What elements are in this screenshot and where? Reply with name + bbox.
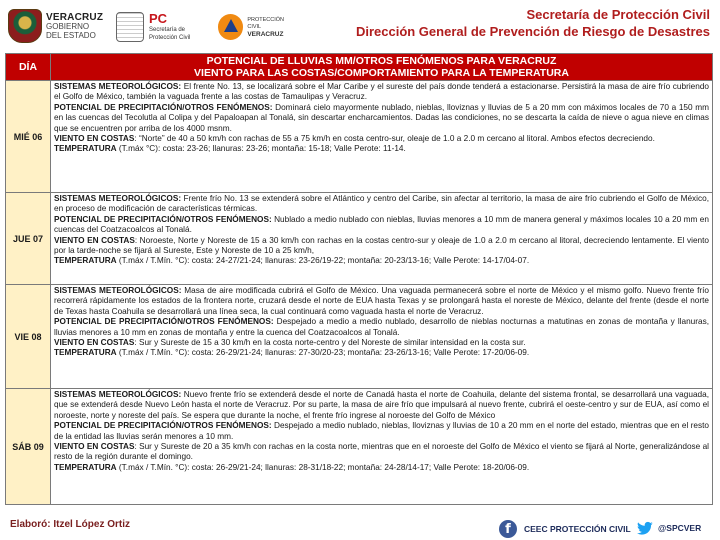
forecast-header-line1: POTENCIAL DE LLUVIAS MM/OTROS FENÓMENOS PARA VERACRUZ — [206, 55, 557, 67]
potencial-label: POTENCIAL DE PRECIPITACIÓN/OTROS FENÓMENOS: — [54, 421, 272, 431]
sistemas-text: El frente No. 13, se localizará sobre el Mar Caribe y el sureste del país donde tenderá a estacionarse. Persistirá la masa de aire frío cubriendo el Golfo de México, también la vaguada frente a las costas de Tamaulipas y Veracruz. — [54, 82, 710, 102]
sistemas-paragraph — [54, 390, 709, 421]
potencial-label: POTENCIAL DE PRECIPITACIÓN/OTROS FENÓMENOS: — [54, 214, 272, 224]
temp-label: TEMPERATURA — [54, 348, 117, 358]
sistemas-paragraph — [54, 82, 709, 103]
forecast-column-header — [51, 54, 713, 81]
day-cell: MIÉ 06 — [6, 81, 51, 193]
potencial-paragraph — [54, 421, 709, 442]
sistemas-paragraph — [54, 194, 709, 215]
viento-label: VIENTO EN COSTAS — [54, 235, 135, 245]
veracruz-shield-icon — [8, 9, 42, 43]
viento-text: : Sur y Sureste de 15 a 30 km/h en la costa norte-centro y del Noreste de similar intensidad en la costa sur. — [134, 338, 526, 348]
sistemas-text: Frente frío No. 13 se extenderá sobre el Atlántico y centro del Caribe, sin afectar al territorio, la masa de aire frío cubriendo el Golfo de México, en proceso de modificación de características térmicas. — [54, 194, 709, 214]
day-cell: SÁB 09 — [6, 389, 51, 505]
temp-text: (T.máx / T.Mín. °C): costa: 26-29/21-24; llanuras: 27-30/20-23; montaña: 23-26/13-16; Valle Perote: 17-20/06-09. — [116, 348, 530, 358]
facebook-icon[interactable]: f — [499, 520, 517, 538]
potencial-label: POTENCIAL DE PRECIPITACIÓN/OTROS FENÓMENOS: — [54, 317, 274, 327]
forecast-cell — [51, 285, 713, 389]
day-cell: VIE 08 — [6, 285, 51, 389]
temp-label: TEMPERATURA — [54, 256, 117, 266]
pcv-logo-line2: VERACRUZ — [247, 30, 284, 38]
potencial-text: Dominará cielo mayormente nublado, nieblas, lloviznas y lluvias de 5 a 20 mm con máximos locales de 70 a 150 mm en las cuencas del Tecolutla al Colipa y del Papaloapan al Tonalá, sin descartar encharcamientos. Dadas las condiciones, no se descarta la caída de nieve o agua nieve en climas que se encuentren por arriba de los 4000 msnm. — [54, 102, 709, 133]
pc-logo — [116, 10, 211, 44]
temp-label: TEMPERATURA — [54, 462, 117, 472]
potencial-paragraph — [54, 215, 709, 236]
twitter-icon[interactable] — [637, 521, 653, 536]
table-row — [6, 193, 713, 285]
potencial-text: Nublado a medio nublado con nieblas, lluvias menores a 10 mm de manera general y máximos locales 10 a 20 mm en cuencas del Coatzacoalcos al Tonalá. — [54, 214, 709, 235]
sistemas-paragraph — [54, 286, 709, 317]
pc-emblem-icon — [116, 12, 144, 42]
potencial-paragraph — [54, 103, 709, 134]
pc-logo-main: PC — [149, 11, 168, 26]
viento-label: VIENTO EN COSTAS — [54, 442, 135, 452]
day-cell: JUE 07 — [6, 193, 51, 285]
potencial-text: Despejado a medio a medio nublado, desarrollo de nieblas nocturnas a matutinas en zonas de montaña y llanuras, lluvias menores a 10 mm en zonas de montaña y entre la cuenca del Coatzacoalcos al Tonalá. — [54, 317, 710, 337]
veracruz-logo-line2: GOBIERNO — [46, 21, 90, 31]
facebook-label[interactable]: CEEC PROTECCIÓN CIVIL — [524, 524, 631, 534]
forecast-cell — [51, 81, 713, 193]
potencial-paragraph — [54, 317, 709, 338]
author-credit: Elaboró: Itzel López Ortiz — [10, 519, 131, 530]
viento-paragraph — [54, 338, 709, 348]
civil-protection-triangle-icon — [218, 14, 243, 40]
sistemas-text: Nuevo frente frío se extenderá desde el norte de Canadá hasta el norte de Coahuila, delante del sistema frontal, se desarrollará una vaguada, que se extenderá desde Nuevo León hasta el norte de Veracruz. Por su parte, la masa de aire frío que impulsará al nuevo frente, cubrirá el oeste-centro y sur de EUA, así como el noroeste, norte y noreste del país. Se espera que durante la noche, el frente frío ingrese al noroeste del Golfo de México — [54, 390, 710, 420]
sistemas-label: SISTEMAS METEOROLÓGICOS: — [54, 286, 182, 295]
header — [0, 0, 720, 48]
veracruz-logo-line3: DEL ESTADO — [46, 30, 96, 40]
viento-text: : Sur y Sureste de 20 a 35 km/h con rachas en la costa norte, mientras que en el noroeste del Golfo de México el viento se fijará al Norte, generalizándose al resto de la región durante el domingo. — [54, 442, 709, 462]
title-line2: Dirección General de Prevención de Riesgo de Desastres — [355, 24, 710, 39]
temp-paragraph — [54, 256, 709, 266]
temp-paragraph — [54, 348, 709, 358]
temp-text: (T.máx / T.Mín. °C): costa: 24-27/21-24; llanuras: 23-26/19-22; montaña: 20-23/13-16; Valle Perote: 14-17/04-07. — [116, 256, 530, 266]
table-row — [6, 389, 713, 505]
forecast-cell — [51, 389, 713, 505]
pcv-logo — [218, 10, 298, 44]
sistemas-text: Masa de aire modificada cubrirá el Golfo de México. Una vaguada permanecerá sobre el norte de México y el mismo golfo. Nuevo frente frío recorrerá rápidamente los estados de la frontera norte, cruzará desde el norte de EUA hasta Texas y se prolongará hasta el noreste de México, delante del frente (desde el norte de Texas hasta Coahuila se desarrollará una línea seca, la cual continuará como vaguada hasta el norte de Veracruz. — [54, 286, 709, 316]
temp-paragraph — [54, 463, 709, 473]
sistemas-label: SISTEMAS METEOROLÓGICOS: — [54, 390, 182, 399]
viento-paragraph — [54, 442, 709, 463]
sistemas-label: SISTEMAS METEOROLÓGICOS: — [54, 194, 182, 203]
forecast-header-line2: VIENTO PARA LAS COSTAS/COMPORTAMIENTO PARA LA TEMPERATURA — [194, 67, 569, 79]
viento-label: VIENTO EN COSTAS — [54, 338, 135, 348]
forecast-table — [5, 53, 713, 505]
viento-paragraph — [54, 236, 709, 257]
temp-text: (T.máx °C): costa: 23-26; llanuras: 23-26; montaña: 15-18; Valle Perote: 11-14. — [116, 144, 406, 154]
viento-text: : “Norte” de 40 a 50 km/h con rachas de 55 a 75 km/h en costa centro-sur, oleaje de 1.0 a 2.0 m cercano al litoral. Ambos efectos decreciendo. — [134, 134, 655, 144]
veracruz-logo-line1: VERACRUZ — [46, 11, 104, 23]
viento-text: : Noroeste, Norte y Noreste de 15 a 30 km/h con rachas en la costas centro-sur y oleaje de 1.0 a 2.0 m cercano al litoral, decreciendo lentamente. El viento por la tarde-noche se fijará al Sureste, Este y Noreste de 10 a 25 km/h, — [54, 235, 710, 256]
table-row — [6, 285, 713, 389]
pcv-logo-line1: PROTECCIÓN CIVIL — [247, 16, 285, 30]
sistemas-label: SISTEMAS METEOROLÓGICOS: — [54, 82, 182, 91]
pc-logo-line2: Protección Civil — [149, 35, 191, 41]
title-line1: Secretaría de Protección Civil — [526, 7, 710, 22]
viento-label: VIENTO EN COSTAS — [54, 134, 135, 144]
veracruz-logo — [8, 8, 108, 44]
day-column-header: DÍA — [6, 54, 51, 81]
table-header-row — [6, 54, 713, 81]
viento-paragraph — [54, 134, 709, 144]
forecast-cell — [51, 193, 713, 285]
temp-label: TEMPERATURA — [54, 144, 117, 154]
page-title — [356, 6, 710, 40]
table-row — [6, 81, 713, 193]
pc-logo-line1: Secretaría de — [149, 27, 186, 33]
twitter-label[interactable]: @SPCVER — [658, 523, 702, 533]
temp-paragraph — [54, 144, 709, 154]
potencial-text: Despejado a medio nublado, nieblas, lloviznas y lluvias de 10 a 20 mm en el norte del estado, mientras que en el resto de la entidad las lluvias serán menores a 10 mm. — [54, 421, 709, 441]
potencial-label: POTENCIAL DE PRECIPITACIÓN/OTROS FENÓMENOS: — [54, 102, 273, 112]
temp-text: (T.máx / T.Mín. °C): costa: 26-29/21-24; llanuras: 28-31/18-22; montaña: 24-28/14-17; Valle Perote: 18-20/06-09. — [116, 462, 530, 472]
